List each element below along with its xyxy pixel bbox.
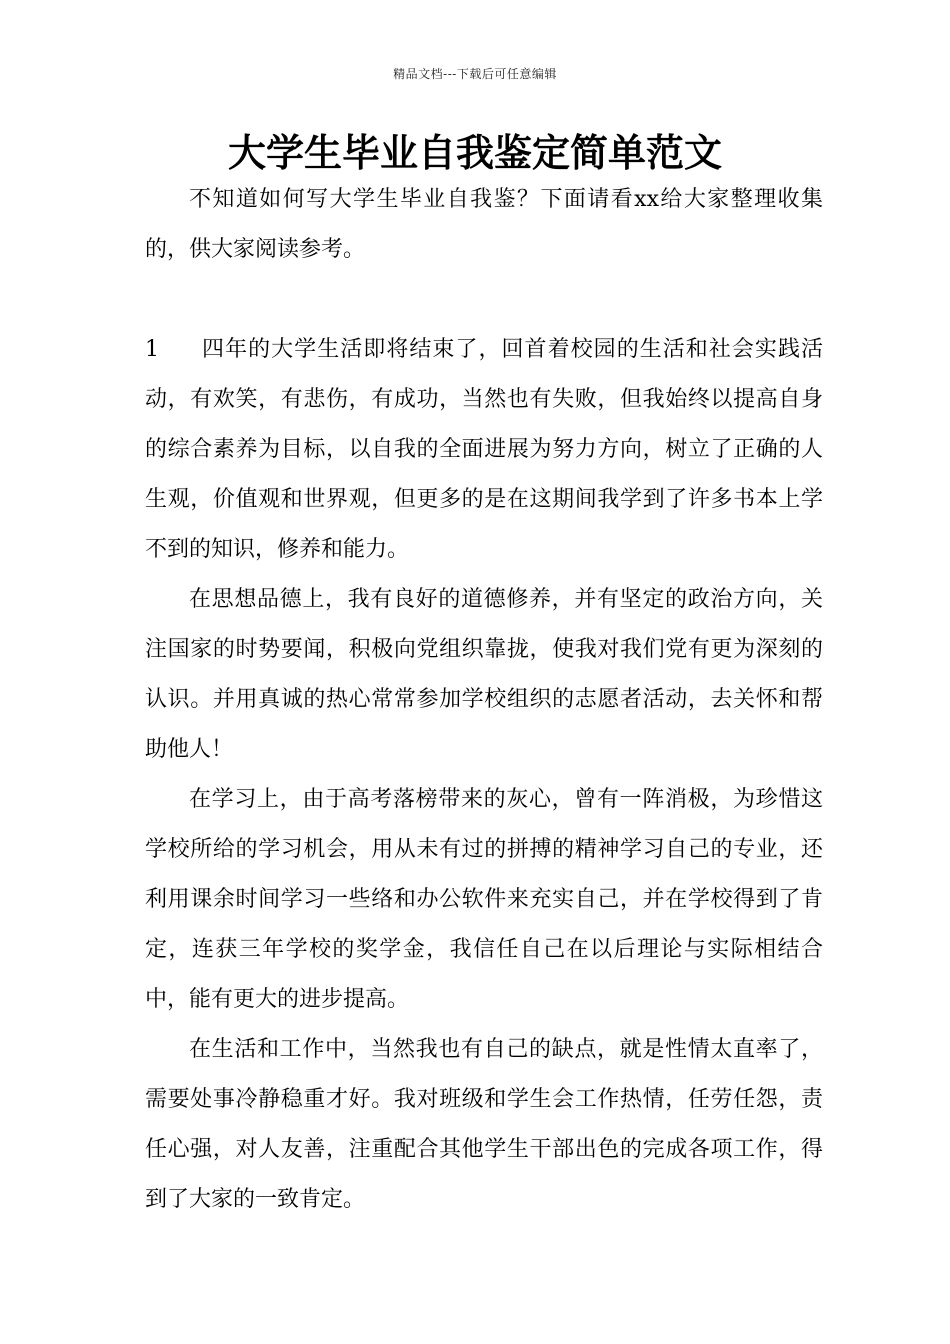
intro-paragraph: 不知道如何写大学生毕业自我鉴？下面请看xx给大家整理收集的，供大家阅读参考。 (145, 187, 823, 262)
paragraph-3: 在学习上，由于高考落榜带来的灰心，曾有一阵消极，为珍惜这学校所给的学习机会，用从未有过的拼搏的精神学习自己的专业，还利用课余时间学习一些络和办公软件来充实自己，并在学校得到了肯定，连获三年学校的奖学金，我信任自己在以后理论与实际相结合中，能有更大的进步提高。 (145, 787, 823, 1012)
document-body (145, 175, 823, 1225)
paragraph-2: 在思想品德上，我有良好的道德修养，并有坚定的政治方向，关注国家的时势要闻，积极向党组织靠拢，使我对我们党有更为深刻的认识。并用真诚的热心常常参加学校组织的志愿者活动，去关怀和帮助他人！ (145, 587, 823, 762)
paragraph-4: 在生活和工作中，当然我也有自己的缺点，就是性情太直率了，需要处事冷静稳重才好。我对班级和学生会工作热情，任劳任怨，责任心强，对人友善，注重配合其他学生干部出色的完成各项工作，得到了大家的一致肯定。 (145, 1037, 823, 1212)
page-title: 大学生毕业自我鉴定简单范文 (227, 131, 722, 175)
header-note: 精品文档---下载后可任意编辑 (393, 67, 557, 81)
paragraph-1-text: 四年的大学生活即将结束了，回首着校园的生活和社会实践活动，有欢笑，有悲伤，有成功，当然也有失败，但我始终以提高自身的综合素养为目标，以自我的全面进展为努力方向，树立了正确的人生观，价值观和世界观，但更多的是在这期间我学到了许多书本上学不到的知识，修养和能力。 (145, 337, 823, 562)
paragraph-1 (145, 325, 823, 575)
item-number: 1 (145, 337, 159, 362)
